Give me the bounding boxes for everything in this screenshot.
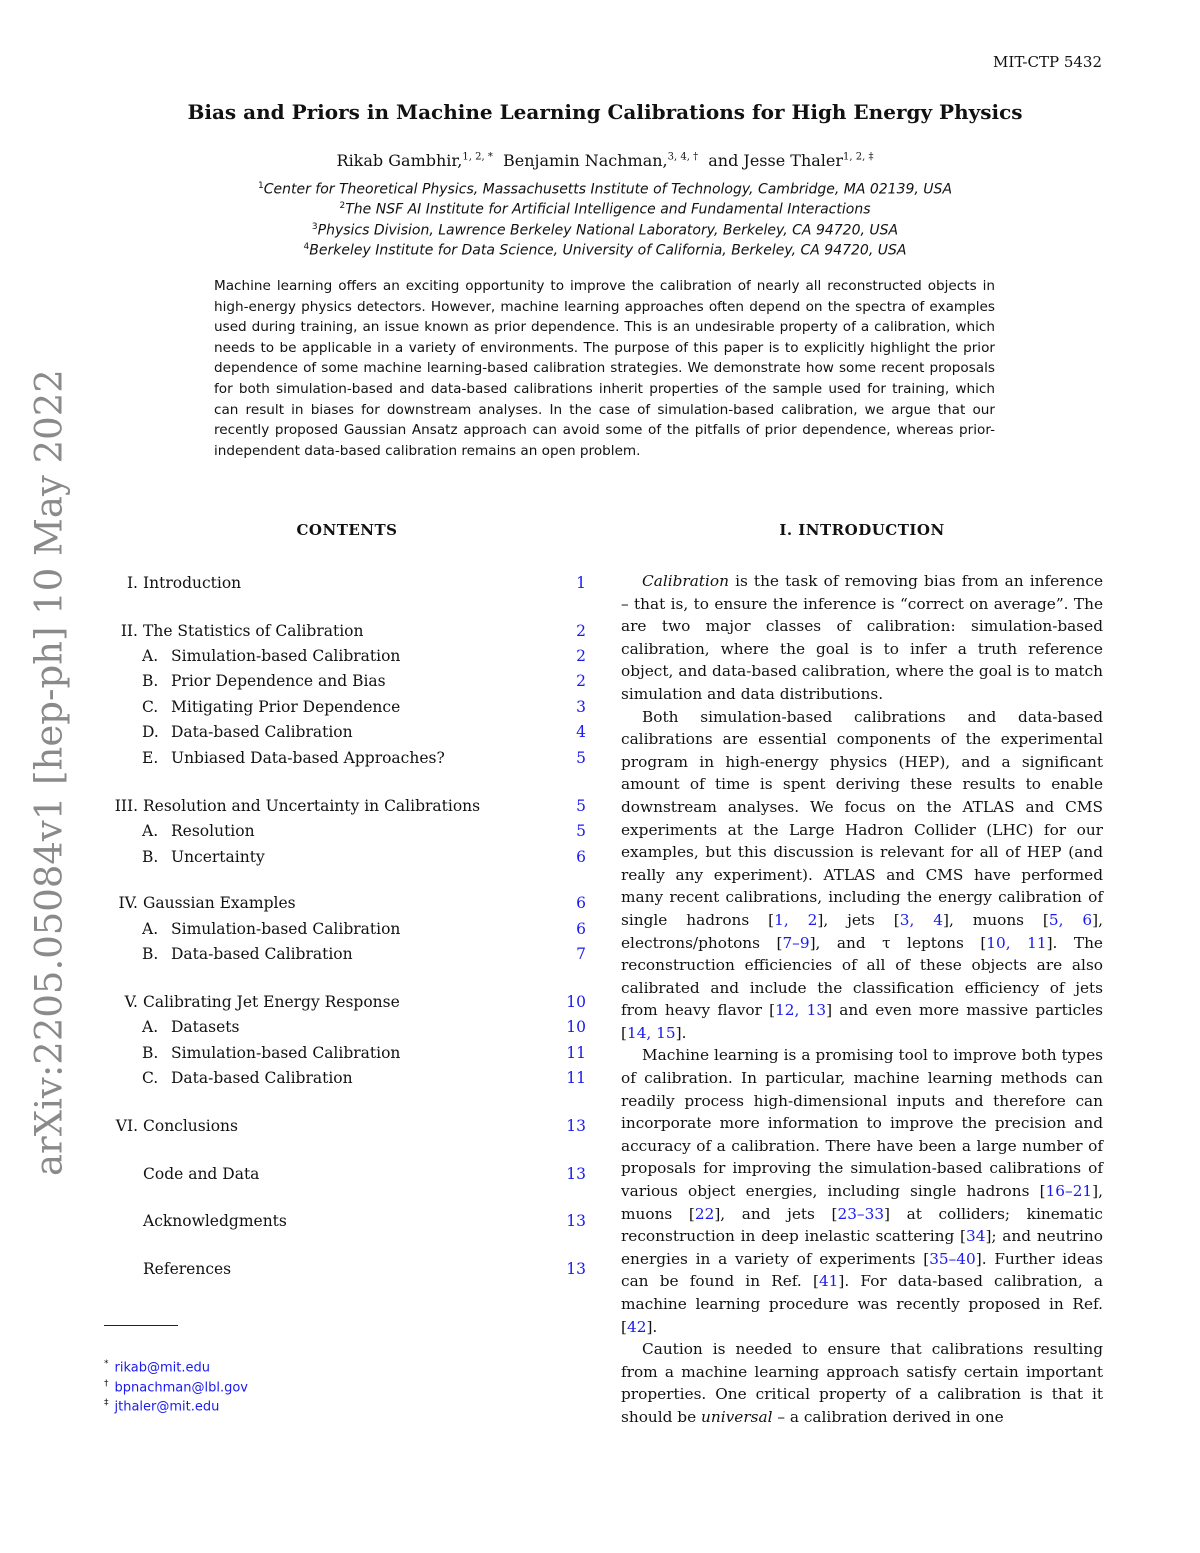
footnote-mark: ‡	[104, 1398, 109, 1408]
toc-text: Acknowledgments	[143, 1212, 287, 1230]
footnote	[104, 1398, 219, 1414]
affiliation-text: Berkeley Institute for Data Science, University of California, Berkeley, CA 94720, USA	[309, 242, 907, 259]
toc-text: Data-based Calibration	[171, 945, 353, 963]
citation-link[interactable]: 1, 2	[774, 910, 818, 929]
citation-link[interactable]: 41	[818, 1272, 839, 1291]
toc-page-link[interactable]: 4	[576, 723, 586, 741]
author-name: and Jesse Thaler	[708, 151, 844, 170]
toc-page-link[interactable]: 6	[576, 920, 586, 938]
affiliation-number: 1	[257, 181, 264, 191]
toc-page-link[interactable]: 13	[566, 1165, 586, 1183]
citation-link[interactable]: 35–40	[929, 1249, 976, 1268]
citation-link[interactable]: 22	[694, 1204, 715, 1223]
toc-entry[interactable]	[100, 747, 590, 769]
introduction-heading: I. INTRODUCTION	[779, 521, 945, 539]
paragraph-text: ] and even more massive particles [	[621, 1001, 1104, 1042]
paragraph	[621, 570, 1103, 706]
toc-text: Data-based Calibration	[171, 1069, 353, 1087]
paragraph-text: ]; and neutrino energies in a variety of experiments [	[621, 1227, 1103, 1268]
paragraph	[621, 1044, 1103, 1338]
toc-entry[interactable]	[100, 696, 590, 718]
toc-page-link[interactable]: 2	[576, 647, 586, 665]
toc-page-link[interactable]: 2	[576, 622, 586, 640]
toc-letter: B.	[142, 945, 159, 963]
toc-entry[interactable]	[100, 846, 590, 868]
toc-text: Unbiased Data-based Approaches?	[171, 749, 445, 767]
citation-link[interactable]: 3, 4	[899, 910, 944, 929]
abstract: Machine learning offers an exciting opportunity to improve the calibration of nearly all reconstructed objects in high-energy physics detectors. However, machine learning approaches often depend on the spectra of examples used during training, an issue known as prior dependence. This is an undesirable property of a calibration, which needs to be applicable in a variety of environments. The purpose of this paper is to explicitly highlight the prior dependence of some machine learning-based calibration strategies. We demonstrate how some recent proposals for both simulation-based and data-based calibrations inherit properties of the sample used for training, which can result in biases for downstream analyses. In the case of simulation-based calibration, we argue that our recently proposed Gaussian Ansatz approach can avoid some of the pitfalls of prior dependence, whereas prior-independent data-based calibration remains an open problem.	[214, 278, 995, 459]
affiliation-number: 2	[339, 201, 346, 211]
toc-number: V.	[124, 993, 138, 1011]
toc-letter: B.	[142, 1044, 159, 1062]
arxiv-stamp: arXiv:2205.05084v1 [hep-ph] 10 May 2022	[27, 369, 71, 1176]
affiliation-text: Center for Theoretical Physics, Massachusetts Institute of Technology, Cambridge, MA 02139, USA	[263, 181, 953, 198]
toc-letter: A.	[142, 647, 159, 665]
email-link[interactable]: jthaler@mit.edu	[114, 1399, 220, 1415]
toc-letter: A.	[142, 1018, 159, 1036]
footnote	[104, 1359, 210, 1375]
toc-number: III.	[114, 797, 138, 815]
toc-number: I.	[126, 574, 138, 592]
citation-link[interactable]: 42	[626, 1317, 647, 1336]
toc-page-link[interactable]: 13	[566, 1117, 586, 1135]
paragraph	[621, 706, 1103, 1045]
toc-entry[interactable]	[100, 1258, 590, 1280]
paragraph-text: ]. The reconstruction efficiencies of all of these objects are also calibrated and include the classification efficiency of jets from heavy flavor [	[621, 933, 1103, 1020]
toc-text: Resolution	[171, 822, 255, 840]
toc-page-link[interactable]: 6	[576, 894, 586, 912]
paragraph-text: ], and τ leptons [	[809, 933, 987, 952]
affiliation	[100, 222, 1110, 239]
toc-page-link[interactable]: 2	[576, 672, 586, 690]
toc-page-link[interactable]: 10	[566, 993, 586, 1011]
toc-entry[interactable]	[100, 1067, 590, 1089]
toc-entry[interactable]	[100, 943, 590, 965]
paragraph-text: ], and jets [	[714, 1204, 838, 1223]
toc-text: Conclusions	[143, 1117, 238, 1135]
citation-link[interactable]: 7–9	[782, 933, 810, 952]
toc-text: Mitigating Prior Dependence	[171, 698, 401, 716]
toc-text: Introduction	[143, 574, 242, 592]
paragraph-text: ], electrons/photons [	[621, 910, 1103, 952]
emphasis: Calibration	[642, 572, 729, 590]
toc-letter: A.	[142, 920, 159, 938]
toc-page-link[interactable]: 5	[576, 749, 586, 767]
toc-entry[interactable]	[100, 721, 590, 743]
author-marks: 1, 2, ‡	[843, 151, 874, 163]
citation-link[interactable]: 5, 6	[1048, 910, 1093, 929]
toc-letter: D.	[142, 723, 159, 741]
contents-heading: CONTENTS	[296, 521, 398, 539]
toc-number: IV.	[118, 894, 138, 912]
email-link[interactable]: bpnachman@lbl.gov	[114, 1380, 248, 1396]
footnote-mark: *	[104, 1359, 109, 1369]
toc-text: Simulation-based Calibration	[171, 647, 401, 665]
citation-link[interactable]: 23–33	[837, 1204, 885, 1223]
affiliation-number: 3	[311, 222, 318, 232]
toc-text: Simulation-based Calibration	[171, 1044, 401, 1062]
toc-text: Prior Dependence and Bias	[171, 672, 386, 690]
affiliation-text: Physics Division, Lawrence Berkeley National Laboratory, Berkeley, CA 94720, USA	[317, 222, 899, 239]
report-number: MIT-CTP 5432	[993, 53, 1102, 71]
toc-letter: B.	[142, 848, 159, 866]
citation-link[interactable]: 34	[965, 1227, 986, 1246]
toc-text: Data-based Calibration	[171, 723, 353, 741]
affiliation	[100, 242, 1110, 259]
toc-page-link[interactable]: 5	[576, 797, 586, 815]
toc-text: Calibrating Jet Energy Response	[143, 993, 400, 1011]
footnote-mark: †	[104, 1379, 109, 1389]
toc-text: Datasets	[171, 1018, 240, 1036]
toc-page-link[interactable]: 1	[576, 574, 586, 592]
toc-entry[interactable]	[100, 1163, 590, 1185]
toc-text: Uncertainty	[171, 848, 265, 866]
paragraph-text: is the task of removing bias from an inference – that is, to ensure the inference is “correct on average”. The are two major classes of calibration: simulation-based calibration, where the goal is to infer a truth reference object, and data-based calibration, where the goal is to match simulation and data distributions.	[621, 572, 1103, 703]
affiliation-text: The NSF AI Institute for Artificial Intelligence and Fundamental Interactions	[345, 201, 871, 218]
paragraph-text: Caution is needed to ensure that calibrations resulting from a machine learning approach satisfy certain important properties. One critical property of a calibration is that it should be	[621, 1340, 1103, 1426]
toc-letter: E.	[142, 749, 159, 767]
toc-entry[interactable]	[100, 1210, 590, 1232]
footnote-divider	[104, 1325, 178, 1326]
toc-letter: C.	[142, 698, 159, 716]
toc-entry[interactable]	[100, 1042, 590, 1064]
toc-letter: C.	[142, 1069, 159, 1087]
toc-page-link[interactable]: 3	[576, 698, 586, 716]
toc-entry[interactable]	[100, 1115, 590, 1137]
toc-page-link[interactable]: 6	[576, 848, 586, 866]
paragraph-text: ]. For data-based calibration, a machine learning procedure was recently proposed in Ref. [	[621, 1272, 1104, 1336]
toc-entry[interactable]	[100, 892, 590, 914]
paragraph-text: ] at colliders; kinematic reconstruction in deep inelastic scattering [	[621, 1204, 1103, 1246]
toc-letter: A.	[142, 822, 159, 840]
footnote	[104, 1379, 248, 1395]
paragraph-text: ].	[646, 1317, 658, 1336]
paragraph-text: Both simulation-based calibrations and data-based calibrations are essential components of the experimental program in high-energy physics (HEP), and a significant amount of time is spent deriving these results to enable downstream analyses. We focus on the ATLAS and CMS experiments at the Large Hadron Collider (LHC) for our examples, but this discussion is relevant for all of HEP (and really any experiment). ATLAS and CMS have performed many recent calibrations, including the energy calibration of single hadrons [	[621, 707, 1103, 929]
toc-entry[interactable]	[100, 795, 590, 817]
toc-text: Code and Data	[143, 1165, 260, 1183]
author-name: Benjamin Nachman,	[503, 151, 668, 170]
citation-link[interactable]: 10, 11	[986, 933, 1047, 952]
toc-text: The Statistics of Calibration	[143, 622, 364, 640]
affiliation-number: 4	[303, 242, 310, 252]
author-name: Rikab Gambhir,	[336, 151, 463, 170]
emphasis: universal	[701, 1407, 773, 1426]
toc-page-link[interactable]: 13	[566, 1212, 586, 1230]
paragraph	[621, 1338, 1103, 1428]
toc-page-link[interactable]: 7	[576, 945, 586, 963]
toc-entry[interactable]	[100, 620, 590, 642]
toc-number: VI.	[115, 1117, 138, 1135]
toc-page-link[interactable]: 11	[566, 1069, 586, 1087]
toc-text: References	[143, 1260, 232, 1278]
author-marks: 3, 4, †	[667, 151, 699, 163]
author-marks: 1, 2, *	[462, 151, 493, 163]
paragraph-text: Machine learning is a promising tool to improve both types of calibration. In particular, machine learning methods can readily process high-dimensional inputs and therefore can incorporate more information to improve the precision and accuracy of a calibration. There have been a large number of proposals for improving the simulation-based calibrations of various object energies, including single hadrons [	[621, 1046, 1103, 1201]
citation-link[interactable]: 16–21	[1045, 1182, 1093, 1201]
introduction-body	[621, 570, 1103, 1429]
toc-letter: B.	[142, 672, 159, 690]
citation-link[interactable]: 12, 13	[775, 1001, 827, 1020]
author-list	[100, 151, 1110, 170]
toc-entry[interactable]	[100, 670, 590, 692]
paragraph-text: ], muons [	[621, 1182, 1103, 1223]
affiliation	[100, 181, 1110, 198]
paper-title: Bias and Priors in Machine Learning Calibrations for High Energy Physics	[187, 100, 1023, 124]
toc-text: Gaussian Examples	[143, 894, 296, 912]
toc-page-link[interactable]: 5	[576, 822, 586, 840]
toc-entry[interactable]	[100, 820, 590, 842]
toc-text: Simulation-based Calibration	[171, 920, 401, 938]
toc-entry[interactable]	[100, 645, 590, 667]
toc-number: II.	[120, 622, 138, 640]
toc-page-link[interactable]: 10	[566, 1018, 586, 1036]
paragraph-text: ], jets [	[817, 910, 900, 929]
paragraph-text: ]. Further ideas can be found in Ref. [	[621, 1249, 1104, 1291]
email-link[interactable]: rikab@mit.edu	[114, 1360, 210, 1376]
toc-entry[interactable]	[100, 1016, 590, 1038]
toc-entry[interactable]	[100, 991, 590, 1013]
paragraph-text: ].	[675, 1023, 687, 1042]
toc-page-link[interactable]: 13	[566, 1260, 586, 1278]
toc-entry[interactable]	[100, 918, 590, 940]
toc-page-link[interactable]: 11	[566, 1044, 586, 1062]
toc-entry[interactable]	[100, 572, 590, 594]
toc-text: Resolution and Uncertainty in Calibrations	[143, 797, 481, 815]
paragraph-text: – a calibration derived in one	[772, 1407, 1004, 1426]
affiliation	[100, 201, 1110, 218]
paragraph-text: ], muons [	[943, 910, 1049, 929]
citation-link[interactable]: 14, 15	[626, 1023, 676, 1042]
